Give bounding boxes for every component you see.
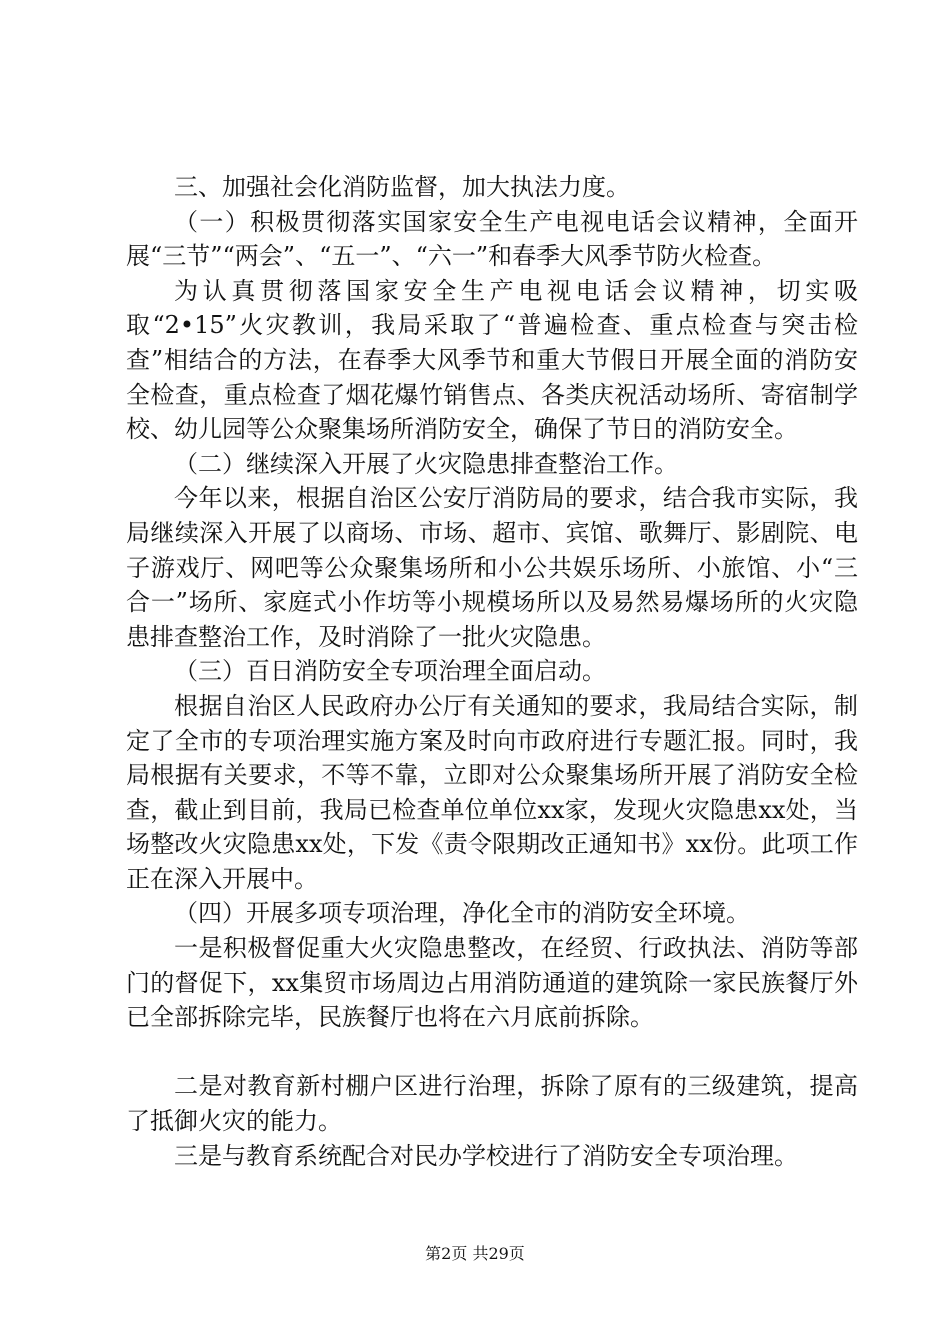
subsection-heading: （二）继续深入开展了火灾隐患排查整治工作。	[174, 449, 678, 478]
subsection-heading: （四）开展多项专项治理，净化全市的消防安全环境。	[174, 899, 750, 928]
body-paragraph: 二是对教育新村棚户区进行治理，拆除了原有的三级建筑，提高了抵御火灾的能力。	[126, 1072, 858, 1136]
document-body	[126, 170, 858, 1173]
page-number-footer: 第2页 共29页	[425, 1244, 525, 1263]
body-paragraph: 根据自治区人民政府办公厅有关通知的要求，我局结合实际，制定了全市的专项治理实施方案及时向市政府进行专题汇报。同时，我局根据有关要求，不等不靠，立即对公众聚集场所开展了消防安全检查，截止到目前，我局已检查单位单位xx家，发现火灾隐患xx处，当场整改火灾隐患xx处，下发《责令限期改正通知书》xx份。此项工作正在深入开展中。	[126, 691, 858, 893]
subsection-heading: （一）积极贯彻落实国家安全生产电视电话会议精神，全面开展“三节”“两会”、“五一”、“六一”和春季大风季节防火检查。	[126, 207, 858, 271]
body-paragraph: 为认真贯彻落国家安全生产电视电话会议精神，切实吸取“2•15”火灾教训，我局采取了“普遍检查、重点检查与突击检查”相结合的方法，在春季大风季节和重大节假日开展全面的消防安全检查，重点检查了烟花爆竹销售点、各类庆祝活动场所、寄宿制学校、幼儿园等公众聚集场所消防安全，确保了节日的消防安全。	[126, 276, 858, 444]
subsection-heading: （三）百日消防安全专项治理全面启动。	[174, 657, 606, 686]
body-paragraph: 今年以来，根据自治区公安厅消防局的要求，结合我市实际，我局继续深入开展了以商场、市场、超市、宾馆、歌舞厅、影剧院、电子游戏厅、网吧等公众聚集场所和小公共娱乐场所、小旅馆、小“三合一”场所、家庭式小作坊等小规模场所以及易然易爆场所的火灾隐患排查整治工作，及时消除了一批火灾隐患。	[126, 484, 858, 651]
section-heading: 三、加强社会化消防监督，加大执法力度。	[174, 173, 630, 201]
body-paragraph: 一是积极督促重大火灾隐患整改，在经贸、行政执法、消防等部门的督促下，xx集贸市场周边占用消防通道的建筑除一家民族餐厅外已全部拆除完毕，民族餐厅也将在六月底前拆除。	[126, 934, 858, 1032]
paragraph-spacer	[126, 1035, 858, 1070]
body-paragraph: 三是与教育系统配合对民办学校进行了消防安全专项治理。	[174, 1141, 798, 1170]
